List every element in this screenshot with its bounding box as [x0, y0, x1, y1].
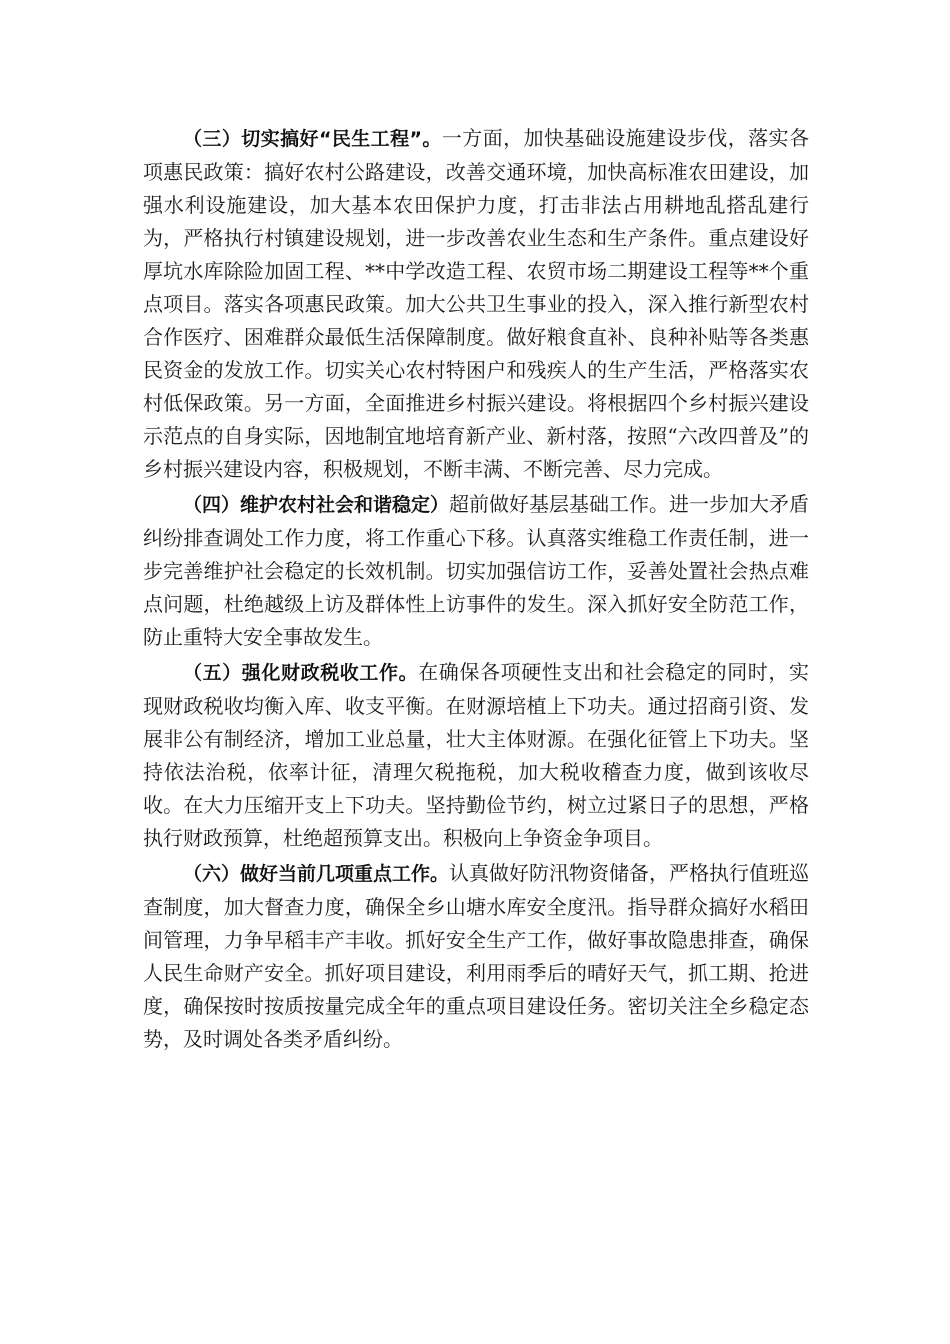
section-5-body: 在确保各项硬性支出和社会稳定的同时，实现财政税收均衡入库、收支平衡。在财源培植上下功夫。通过招商引资、发展非公有制经济，增加工业总量，壮大主体财源。在强化征管上下功夫。坚持依法治税，依率计征，清理欠税拖税，加大税收稽查力度，做到该收尽收。在大力压缩开支上下功夫。坚持勤俭节约，树立过紧日子的思想，严格执行财政预算，杜绝超预算支出。积极向上争资金争项目。	[143, 660, 809, 850]
paragraph-section-5	[143, 656, 809, 855]
section-3-body: 一方面，加快基础设施建设步伐，落实各项惠民政策：搞好农村公路建设，改善交通环境，加快高标准农田建设，加强水利设施建设，加大基本农田保护力度，打击非法占用耕地乱搭乱建行为，严格执行村镇建设规划，进一步改善农业生态和生产条件。重点建设好厚坑水库除险加固工程、**中学改造工程、农贸市场二期建设工程等**个重点项目。落实各项惠民政策。加大公共卫生事业的投入，深入推行新型农村合作医疗、困难群众最低生活保障制度。做好粮食直补、良种补贴等各类惠民资金的发放工作。切实关心农村特困户和残疾人的生产生活，严格落实农村低保政策。另一方面，全面推进乡村振兴建设。将根据四个乡村振兴建设示范点的自身实际，因地制宜地培育新产业、新村落，按照“六改四普及”的乡村振兴建设内容，积极规划，不断丰满、不断完善、尽力完成。	[143, 126, 809, 481]
section-4-heading: （四）维护农村社会和谐稳定）	[183, 494, 450, 516]
paragraph-section-4	[143, 488, 809, 654]
paragraph-section-6	[143, 857, 809, 1056]
section-6-heading: （六）做好当前几项重点工作。	[183, 863, 450, 885]
paragraph-section-3	[143, 122, 809, 486]
section-5-heading: （五）强化财政税收工作。	[183, 662, 419, 684]
section-3-heading: （三）切实搞好“民生工程”。	[183, 128, 442, 150]
document-body	[143, 122, 809, 1058]
section-6-body: 认真做好防汛物资储备，严格执行值班巡查制度，加大督查力度，确保全乡山塘水库安全度汛。指导群众搞好水稻田间管理，力争早稻丰产丰收。抓好安全生产工作，做好事故隐患排查，确保人民生命财产安全。抓好项目建设，利用雨季后的晴好天气，抓工期、抢进度，确保按时按质按量完成全年的重点项目建设任务。密切关注全乡稳定态势，及时调处各类矛盾纠纷。	[143, 861, 810, 1051]
section-4-body: 超前做好基层基础工作。进一步加大矛盾纠纷排查调处工作力度，将工作重心下移。认真落实维稳工作责任制，进一步完善维护社会稳定的长效机制。切实加强信访工作，妥善处置社会热点难点问题，杜绝越级上访及群体性上访事件的发生。深入抓好安全防范工作，防止重特大安全事故发生。	[143, 492, 810, 649]
